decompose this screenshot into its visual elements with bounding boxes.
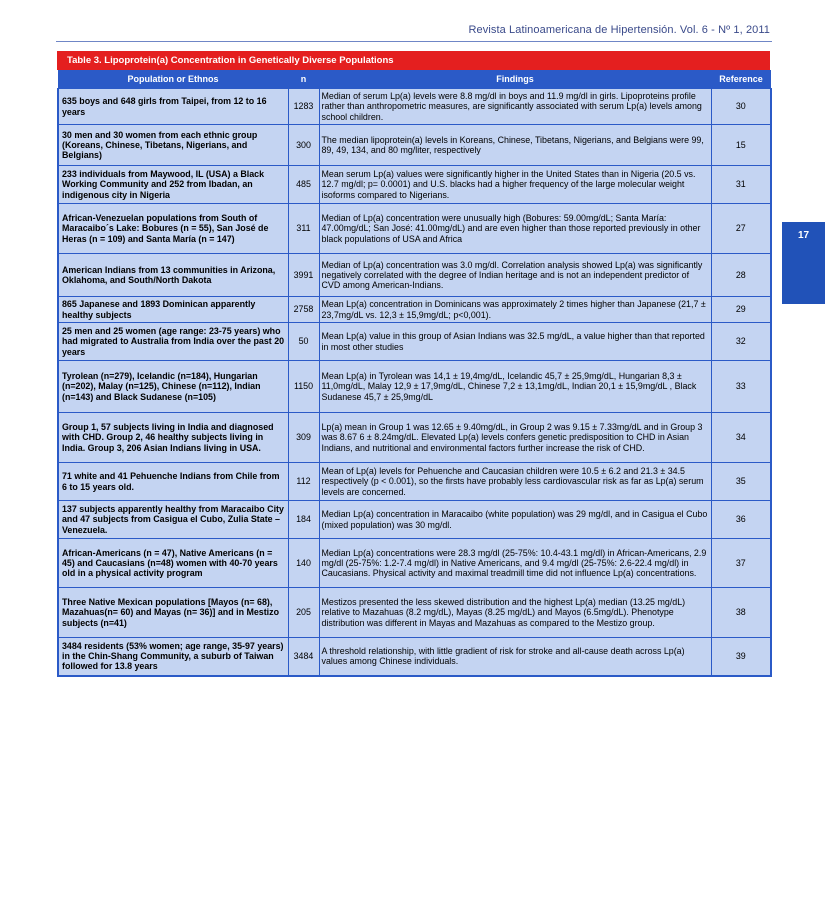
findings-cell: A threshold relationship, with little gradient of risk for stroke and all-cause death across Lp(a) values among Chinese individuals.: [319, 638, 711, 676]
reference-cell: 27: [711, 204, 771, 254]
table-row: [58, 413, 771, 463]
n-cell: 3991: [288, 254, 319, 297]
population-cell: 71 white and 41 Pehuenche Indians from Chile from 6 to 15 years old.: [58, 463, 288, 501]
table-row: [58, 89, 771, 125]
table-row: [58, 125, 771, 166]
reference-cell: 29: [711, 297, 771, 323]
table-row: [58, 588, 771, 638]
population-cell: African-Americans (n = 47), Native Americans (n = 45) and Caucasians (n=48) women with 40-70 years old in a physical activity program: [58, 539, 288, 588]
population-cell: 3484 residents (53% women; age range, 35-97 years) in the Chin-Shang Community, a suburb of Taiwan followed for 13.8 years: [58, 638, 288, 676]
table-row: [58, 204, 771, 254]
n-cell: 3484: [288, 638, 319, 676]
journal-header: Revista Latinoamericana de Hipertensión. Vol. 6 - Nº 1, 2011: [468, 24, 770, 36]
findings-cell: Mean of Lp(a) levels for Pehuenche and Caucasian children were 10.5 ± 6.2 and 21.3 ± 34.5 respectively (p < 0.001), so the firsts have probably less cardiovascular risk as far as Lp(a) serum levels are concerned.: [319, 463, 711, 501]
table-row: [58, 501, 771, 539]
table-row: [58, 361, 771, 413]
reference-cell: 15: [711, 125, 771, 166]
findings-cell: Median Lp(a) concentrations were 28.3 mg/dl (25-75%: 10.4-43.1 mg/dl) in African-Americans, 2.9 mg/dl (25-75%: 1.2-7.4 mg/dl) in Native Americans, and 9.4 mg/dl (25-75%: 2.6-22.4 mg/dl) in Caucasians. Physical activity and maximal treadmill time did not influence Lp(a) concentrations.: [319, 539, 711, 588]
population-cell: 30 men and 30 women from each ethnic group (Koreans, Chinese, Tibetans, Nigerians, and Belgians): [58, 125, 288, 166]
reference-cell: 33: [711, 361, 771, 413]
n-cell: 300: [288, 125, 319, 166]
n-cell: 50: [288, 323, 319, 361]
reference-cell: 30: [711, 89, 771, 125]
table-row: [58, 297, 771, 323]
population-cell: American Indians from 13 communities in Arizona, Oklahoma, and South/North Dakota: [58, 254, 288, 297]
findings-cell: Median Lp(a) concentration in Maracaibo (white population) was 29 mg/dl, and in Casigua el Cubo (mixed population) was 30 mg/dl.: [319, 501, 711, 539]
population-cell: 865 Japanese and 1893 Dominican apparently healthy subjects: [58, 297, 288, 323]
table-row: [58, 638, 771, 676]
findings-cell: Lp(a) mean in Group 1 was 12.65 ± 9.40mg/dL, in Group 2 was 9.15 ± 7.33mg/dL and in Group 3 was 8.67 6 ± 8.24mg/dL. Elevated Lp(a) levels confers genetic predisposition to CHD in Asian Indians, and nutritional and environmental factors further increase the risk of CHD.: [319, 413, 711, 463]
page-number: 17: [797, 230, 810, 241]
findings-cell: The median lipoprotein(a) levels in Koreans, Chinese, Tibetans, Nigerians, and Belgians were 99, 89, 49, 134, and 80 mg/liter, respectively: [319, 125, 711, 166]
header-findings: Findings: [319, 70, 711, 89]
table-row: [58, 323, 771, 361]
n-cell: 311: [288, 204, 319, 254]
population-cell: African-Venezuelan populations from South of Maracaibo´s Lake: Bobures (n = 55), San José de Heras (n = 109) and Santa María (n = 147): [58, 204, 288, 254]
reference-cell: 39: [711, 638, 771, 676]
findings-cell: Mean serum Lp(a) values were significantly higher in the United States than in Nigeria (20.5 vs. 12.7 mg/dl; p= 0.0001) and U.S. blacks had a higher frequency of the large molecular weight isoforms compared to Nigerians.: [319, 166, 711, 204]
data-table: [57, 70, 772, 677]
n-cell: 184: [288, 501, 319, 539]
n-cell: 309: [288, 413, 319, 463]
findings-cell: Mean Lp(a) concentration in Dominicans was approximately 2 times higher than Japanese (21,7 ± 23,7mg/dL vs. 12,3 ± 15,9mg/dL; p<0,001).: [319, 297, 711, 323]
table-row: [58, 254, 771, 297]
n-cell: 205: [288, 588, 319, 638]
reference-cell: 28: [711, 254, 771, 297]
table-row: [58, 463, 771, 501]
table-header-row: [58, 70, 771, 89]
findings-cell: Mestizos presented the less skewed distribution and the highest Lp(a) median (13.25 mg/dL) relative to Mazahuas (8.2 mg/dL), Mayas (8.25 mg/dL) and Mayos (6.5mg/dL). Phenotype distribution was different in Mayas and Mazahuas as compared to the Mestizo group.: [319, 588, 711, 638]
population-cell: 137 subjects apparently healthy from Maracaibo City and 47 subjects from Casigua el Cubo, Zulia State – Venezuela.: [58, 501, 288, 539]
reference-cell: 36: [711, 501, 771, 539]
reference-cell: 35: [711, 463, 771, 501]
table-row: [58, 539, 771, 588]
n-cell: 485: [288, 166, 319, 204]
reference-cell: 31: [711, 166, 771, 204]
reference-cell: 38: [711, 588, 771, 638]
reference-cell: 32: [711, 323, 771, 361]
header-n: n: [288, 70, 319, 89]
page-number-tab: [782, 222, 825, 304]
reference-cell: 37: [711, 539, 771, 588]
n-cell: 1150: [288, 361, 319, 413]
header-rule: [56, 41, 772, 42]
population-cell: 233 individuals from Maywood, IL (USA) a Black Working Community and 252 from Ibadan, an indigenous city in Nigeria: [58, 166, 288, 204]
reference-cell: 34: [711, 413, 771, 463]
findings-cell: Median of Lp(a) concentration was 3.0 mg/dl. Correlation analysis showed Lp(a) was significantly negatively correlated with the degree of Indian heritage and is not an independent predictor of CVD among American-Indians.: [319, 254, 711, 297]
findings-cell: Mean Lp(a) in Tyrolean was 14,1 ± 19,4mg/dL, Icelandic 45,7 ± 25,9mg/dL, Hungarian 8,3 ± 11,0mg/dL, Malay 12,9 ± 17,9mg/dL, Chinese 7,2 ± 13,1mg/dL, Indian 20,1 ± 15,9mg/dL , Black Sudanese 45,7 ± 25,9mg/dL: [319, 361, 711, 413]
findings-cell: Mean Lp(a) value in this group of Asian Indians was 32.5 mg/dL, a value higher than that reported in most other studies: [319, 323, 711, 361]
n-cell: 112: [288, 463, 319, 501]
findings-cell: Median of serum Lp(a) levels were 8.8 mg/dl in boys and 11.9 mg/dl in girls. Lipoproteins profile rather than anthropometric measures, are significantly associated with serum Lp(a) levels among school children.: [319, 89, 711, 125]
table-body: [58, 89, 771, 676]
n-cell: 2758: [288, 297, 319, 323]
population-cell: Group 1, 57 subjects living in India and diagnosed with CHD. Group 2, 46 healthy subjects living in India. Group 3, 206 Asian Indians living in USA.: [58, 413, 288, 463]
header-reference: Reference: [711, 70, 771, 89]
population-cell: 25 men and 25 women (age range: 23-75 years) who had migrated to Australia from India over the past 20 years: [58, 323, 288, 361]
header-population: Population or Ethnos: [58, 70, 288, 89]
n-cell: 140: [288, 539, 319, 588]
findings-cell: Median of Lp(a) concentration were unusually high (Bobures: 59.00mg/dL; Santa María: 47.00mg/dL; San José: 41.00mg/dL) and are even higher than those reported previously in other black populations of USA and Africa: [319, 204, 711, 254]
population-cell: Tyrolean (n=279), Icelandic (n=184), Hungarian (n=202), Malay (n=125), Chinese (n=112), Indian (n=143) and Black Sudanese (n=105): [58, 361, 288, 413]
population-cell: Three Native Mexican populations [Mayos (n= 68), Mazahuas(n= 60) and Mayas (n= 36)] and in Mestizo subjects (n=41): [58, 588, 288, 638]
n-cell: 1283: [288, 89, 319, 125]
population-cell: 635 boys and 648 girls from Taipei, from 12 to 16 years: [58, 89, 288, 125]
table-row: [58, 166, 771, 204]
lipoprotein-table: [57, 51, 770, 677]
table-title: Table 3. Lipoprotein(a) Concentration in Genetically Diverse Populations: [57, 51, 770, 70]
